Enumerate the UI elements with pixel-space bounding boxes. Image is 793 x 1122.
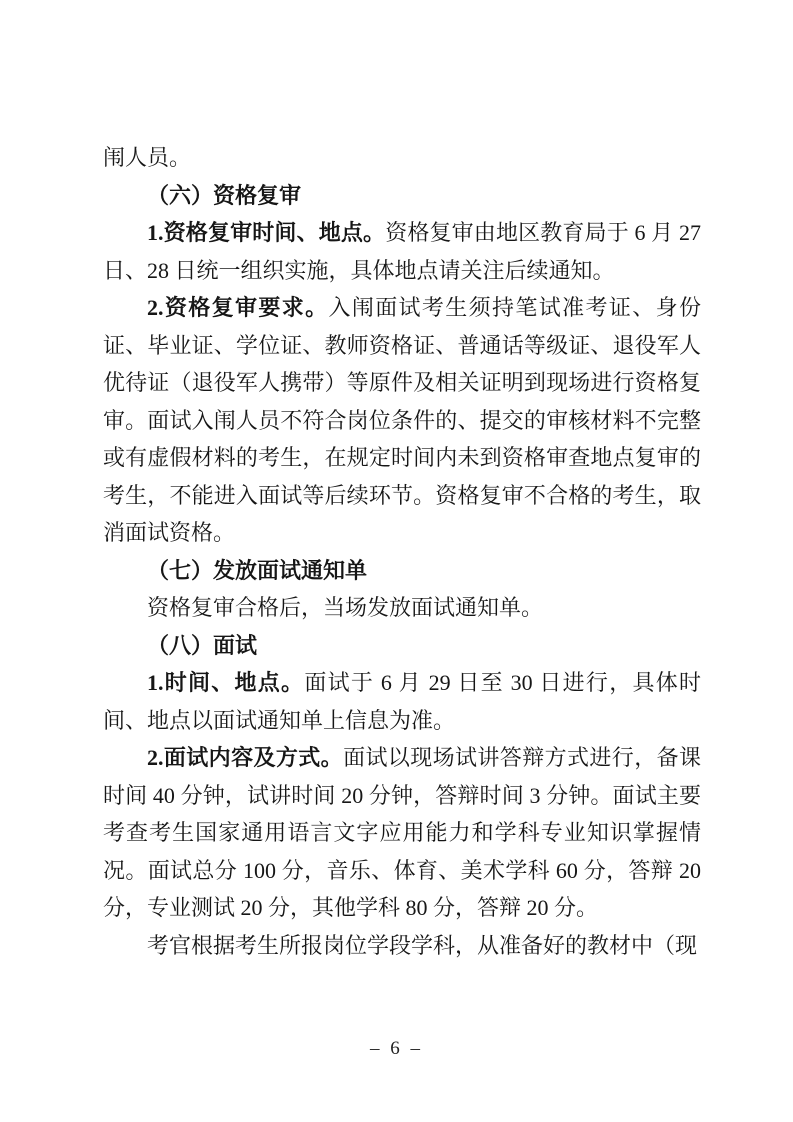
paragraph-text: 面试以现场试讲答辩方式进行，备课时间 40 分钟，试讲时间 20 分钟，答辩时间 3 分钟。面试主要考查考生国家通用语言文字应用能力和学科专业知识掌握情况。面试总分 100 分，音乐、体育、美术学科 60 分，答辩 20 分，专业测试 20 分，其他学科 80 分，答辩 20 分。 xyxy=(103,745,701,920)
para-examiner-materials xyxy=(103,927,701,965)
document-body xyxy=(103,139,701,964)
paragraph-text: 资格复审合格后，当场发放面试通知单。 xyxy=(147,595,544,620)
paragraph-lead: 2.资格复审要求。 xyxy=(147,295,329,320)
paragraph-lead: 1.时间、地点。 xyxy=(147,670,305,695)
para-review-time-location xyxy=(103,214,701,289)
heading-text: （六）资格复审 xyxy=(147,182,302,208)
paragraph-text: 面试于 6 月 29 日至 30 日进行，具体时间、地点以面试通知单上信息为准。 xyxy=(103,670,701,733)
paragraph-text: 入闱面试考生须持笔试准考证、身份证、毕业证、学位证、教师资格证、普通话等级证、退役军人优待证（退役军人携带）等原件及相关证明到现场进行资格复审。面试入闱人员不符合岗位条件的、提交的审核材料不完整或有虚假材料的考生，在规定时间内未到资格审查地点复审的考生，不能进入面试等后续环节。资格复审不合格的考生，取消面试资格。 xyxy=(103,295,701,545)
paragraph-text: 考官根据考生所报岗位学段学科，从准备好的教材中（现 xyxy=(147,932,698,958)
para-interview-content-method xyxy=(103,739,701,927)
heading-section-6 xyxy=(103,177,701,215)
para-notice-issuance xyxy=(103,589,701,627)
continuation-line xyxy=(103,139,701,177)
para-review-requirements xyxy=(103,289,701,552)
heading-text: （七）发放面试通知单 xyxy=(147,557,368,583)
paragraph-lead: 2.面试内容及方式。 xyxy=(147,745,344,770)
page-number: – 6 – xyxy=(370,1038,423,1059)
heading-section-7 xyxy=(103,552,701,590)
paragraph-lead: 1.资格复审时间、地点。 xyxy=(147,220,386,245)
paragraph-text: 资格复审由地区教育局于 6 月 27 日、28 日统一组织实施，具体地点请关注后续通知。 xyxy=(103,220,701,283)
heading-section-8 xyxy=(103,627,701,665)
heading-text: （八）面试 xyxy=(147,632,258,658)
paragraph-text: 闱人员。 xyxy=(103,145,192,170)
para-interview-time-location xyxy=(103,664,701,739)
